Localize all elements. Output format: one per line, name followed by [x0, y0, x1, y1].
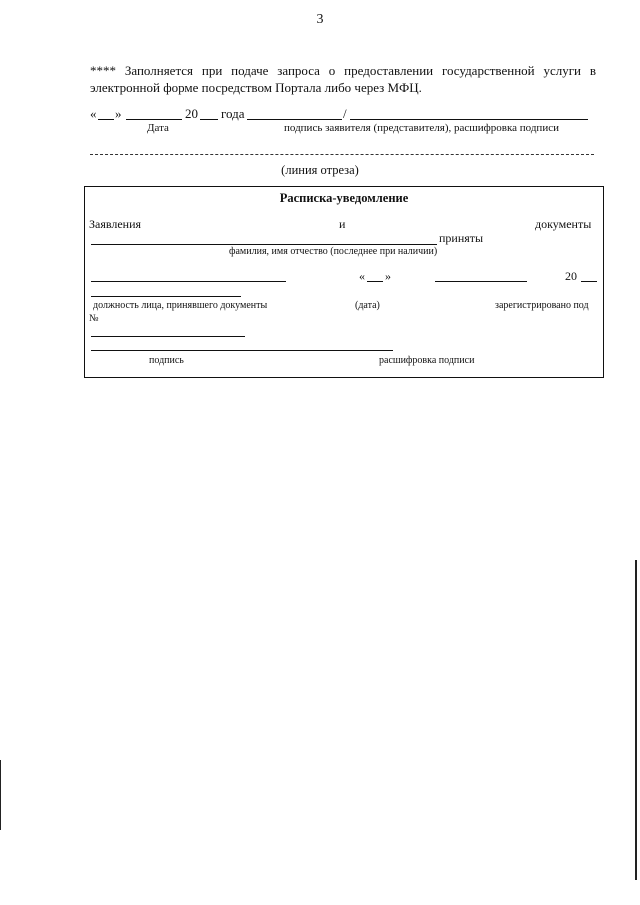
applicant-signature-caption: подпись заявителя (представителя), расшифровка подписи [284, 122, 559, 134]
name-caption: фамилия, имя отчество (последнее при наличии) [229, 246, 438, 257]
word-documents: документы [535, 217, 592, 231]
word-accepted: приняты [439, 231, 484, 245]
position-line-2 [91, 296, 241, 297]
receipt-year-prefix: 20 [565, 269, 577, 283]
receipt-date-caption: (дата) [355, 300, 380, 311]
year-blank-line [200, 119, 218, 120]
slash: / [343, 106, 347, 121]
date-close-quote: » [115, 106, 122, 121]
page-number: 3 [316, 12, 324, 27]
scan-edge-mark-left [0, 760, 1, 830]
receipt-month-blank [435, 281, 527, 282]
signature-decoding-line [91, 350, 393, 351]
date-open-quote: « [90, 106, 97, 121]
receipt-signature-caption: подпись [149, 355, 184, 366]
receipt-year-blank [581, 281, 597, 282]
receipt-title: Расписка-уведомление [279, 191, 409, 205]
year-word: года [221, 106, 245, 121]
number-sign: № [89, 313, 99, 324]
date-caption: Дата [147, 122, 169, 134]
year-prefix: 20 [185, 106, 198, 121]
month-blank-line [126, 119, 182, 120]
cut-line-label: (линия отреза) [281, 163, 359, 177]
decoding-blank-line [350, 119, 588, 120]
receipt-date-open-quote: « [359, 269, 365, 283]
applicant-name-line [91, 244, 437, 245]
signature-blank-line [247, 119, 342, 120]
scan-edge-mark [635, 560, 637, 880]
registered-caption: зарегистрировано под [495, 300, 589, 311]
position-caption: должность лица, принявшего документы [93, 300, 268, 311]
position-line [91, 281, 286, 282]
footnote-text: **** Заполняется при подаче запроса о предоставлении государственной услуги в электронной форме посредством Портала либо через МФЦ. [90, 63, 596, 95]
word-statement: Заявления [89, 217, 142, 231]
receipt-day-blank [367, 281, 383, 282]
receipt-date-close-quote: » [385, 269, 391, 283]
receipt-notification-box [84, 186, 604, 378]
word-and: и [339, 217, 346, 231]
cut-line [90, 154, 594, 155]
day-blank-line [98, 119, 114, 120]
registration-number-line [91, 336, 245, 337]
receipt-decoding-caption: расшифровка подписи [379, 355, 475, 366]
